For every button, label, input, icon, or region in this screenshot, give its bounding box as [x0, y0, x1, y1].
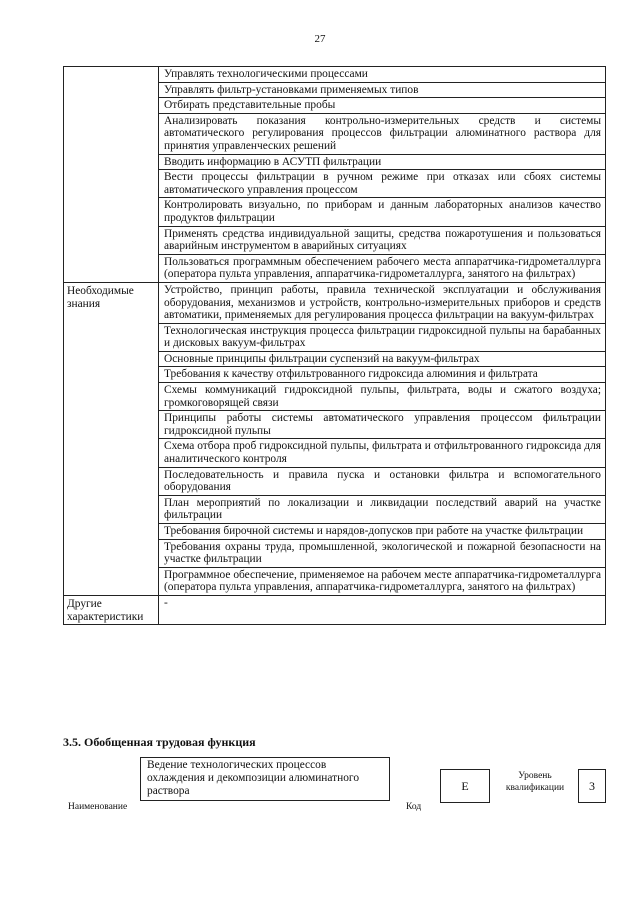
level-label: Уровень квалификации [505, 771, 565, 793]
item-cell: Требования к качеству отфильтрованного гидроксида алюминия и фильтрата [159, 367, 606, 383]
item-cell: Требования бирочной системы и нарядов-допусков при работе на участке фильтрации [159, 524, 606, 540]
item-cell: Управлять фильтр-установками применяемых типов [159, 82, 606, 98]
item-cell: Схема отбора проб гидроксидной пульпы, фильтрата и отфильтрованного гидроксида для аналитического контроля [159, 439, 606, 467]
item-cell: План мероприятий по локализации и ликвидации последствий аварий на участке фильтрации [159, 495, 606, 523]
item-cell: Технологическая инструкция процесса фильтрации гидроксидной пульпы на барабанных и дисковых вакуум-фильтрах [159, 323, 606, 351]
page-number: 27 [314, 33, 326, 45]
item-cell: Вести процессы фильтрации в ручном режиме при отказах или сбоях системы автоматического управления процессом [159, 170, 606, 198]
category-cell: Необходимые знания [64, 282, 159, 595]
code-label: Код [406, 802, 422, 812]
item-cell: Контролировать визуально, по приборам и данным лабораторных анализов качество продуктов фильтрации [159, 198, 606, 226]
name-label: Наименование [68, 802, 128, 812]
item-cell: Устройство, принцип работы, правила технической эксплуатации и обслуживания оборудования, механизмов и устройств, контрольно-измерительных приборов и средств автоматики, применяемых для регулирования процесса фильтрации на вакуум-фильтрах [159, 282, 606, 323]
item-cell: Требования охраны труда, промышленной, экологической и пожарной безопасности на участке фильтрации [159, 539, 606, 567]
item-cell: - [159, 595, 606, 624]
item-cell: Применять средства индивидуальной защиты, средства пожаротушения и пользоваться аварийным инструментом в аварийных ситуациях [159, 226, 606, 254]
item-cell: Основные принципы фильтрации суспензий на вакуум-фильтрах [159, 351, 606, 367]
section-heading: 3.5. Обобщенная трудовая функция [63, 735, 256, 749]
level-value-box: 3 [578, 769, 606, 803]
item-cell: Принципы работы системы автоматического управления процессом фильтрации гидроксидной пульпы [159, 411, 606, 439]
item-cell: Вводить информацию в АСУТП фильтрации [159, 154, 606, 170]
item-cell: Анализировать показания контрольно-измерительных средств и системы автоматического регулирования процессов фильтрации алюминатного раствора для принятия управленческих решений [159, 113, 606, 154]
competency-table [63, 66, 606, 625]
category-cell [64, 67, 159, 283]
item-cell: Пользоваться программным обеспечением рабочего места аппаратчика-гидрометаллурга (оператора пульта управления, аппаратчика-гидрометаллурга, занятого на фильтрах) [159, 254, 606, 282]
code-value-box: E [440, 769, 490, 803]
item-cell: Схемы коммуникаций гидроксидной пульпы, фильтрата, воды и сжатого воздуха; громкоговорящей связи [159, 383, 606, 411]
table-row [64, 67, 606, 83]
name-value-box: Ведение технологических процессов охлаждения и декомпозиции алюминатного раствора [140, 757, 390, 801]
table-row [64, 595, 606, 624]
item-cell: Программное обеспечение, применяемое на рабочем месте аппаратчика-гидрометаллурга (оператора пульта управления, аппаратчика-гидрометаллурга, занятого на фильтрах) [159, 567, 606, 595]
item-cell: Последовательность и правила пуска и остановки фильтра и вспомогательного оборудования [159, 467, 606, 495]
table-row [64, 282, 606, 323]
item-cell: Управлять технологическими процессами [159, 67, 606, 83]
category-cell: Другие характеристики [64, 595, 159, 624]
item-cell: Отбирать представительные пробы [159, 98, 606, 114]
